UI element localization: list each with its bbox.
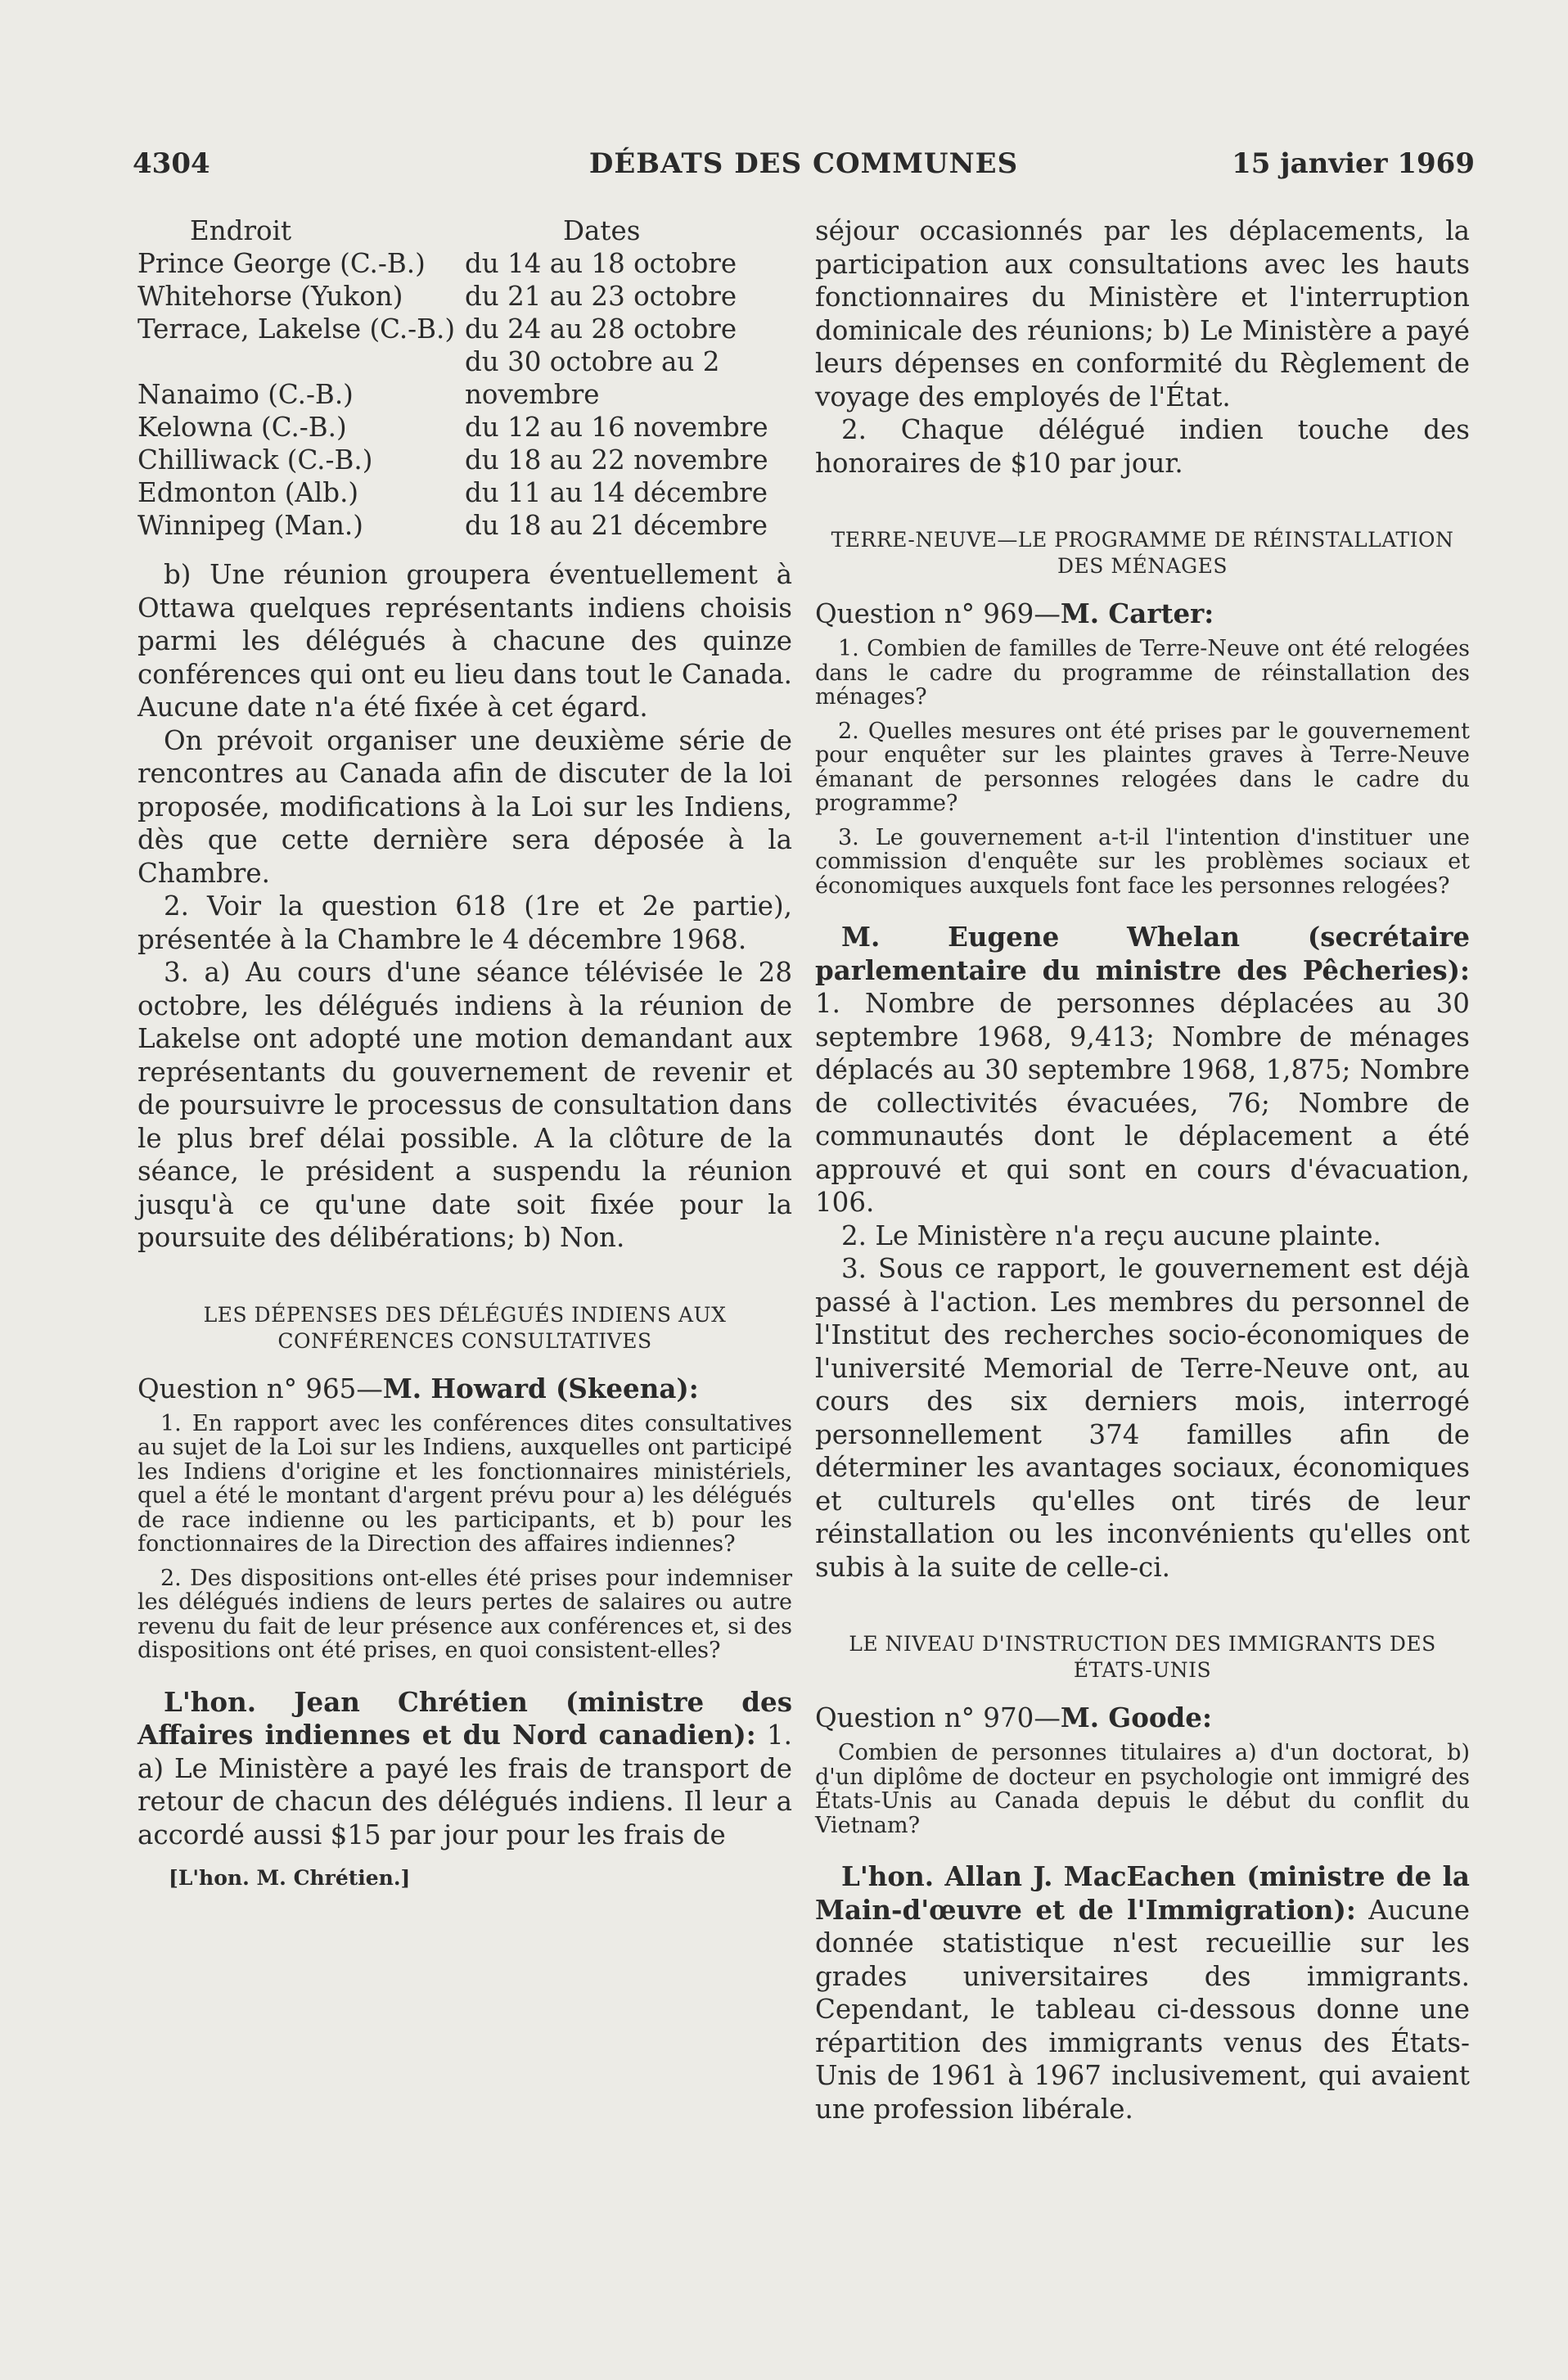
table-header-dates: Dates <box>563 215 641 246</box>
paragraph-answer-2: 2. Voir la question 618 (1re et 2e partie), présentée à la Chambre le 4 décembre 1968. <box>137 890 792 955</box>
table-header-place: Endroit <box>190 215 292 246</box>
paragraph-second-series: On prévoit organiser une deuxième série de rencontres au Canada afin de discuter de la loi proposée, modifications à la Loi sur les Indiens, dès que cette dernière sera déposée à la Chambre. <box>137 724 792 889</box>
table-cell-place: Kelowna (C.-B.) <box>137 412 347 443</box>
table-header-row <box>137 214 792 247</box>
table-cell-dates: du 18 au 21 décembre <box>465 510 768 541</box>
answer-speaker: M. Eugene Whelan (secrétaire parlementaire du ministre des Pêcheries): <box>815 921 1470 986</box>
question-label: Question n° 970— <box>815 1702 1061 1733</box>
table-row <box>137 509 792 542</box>
answer-text: 1. a) Le Ministère a payé les frais de transport de retour de chacun des délégués indiens. Il leur a accordé aussi $15 par jour pour les frais de <box>137 1720 792 1850</box>
answer-speaker: L'hon. Allan J. MacEachen (ministre de la Main-d'œuvre et de l'Immigration): <box>815 1860 1470 1926</box>
question-member: M. Goode: <box>1060 1702 1212 1733</box>
table-cell-place: Terrace, Lakelse (C.-B.) <box>137 313 456 345</box>
answer-text: Aucune donnée statistique n'est recueillie sur les grades universitaires des immigrants. Cependant, le tableau ci-dessous donne une répartition des immigrants venus des États-Unis de 1961 à 1967 inclusivement, qui avaient une profession libérale. <box>815 1894 1471 2125</box>
section-heading-indian-delegates: LES DÉPENSES DES DÉLÉGUÉS INDIENS AUX CONFÉRENCES CONSULTATIVES <box>203 1302 727 1353</box>
paragraph-continuation: séjour occasionnés par les déplacements, la participation aux consultations avec les hauts fonctionnaires du Ministère et l'interruption dominicale des réunions; b) Le Ministère a payé leurs dépenses en conformité du Règlement de voyage des employés de l'État. <box>815 215 1470 412</box>
answer-speaker: L'hon. Jean Chrétien (ministre des Affaires indiennes et du Nord canadien): <box>137 1685 792 1751</box>
question-965-part-2: 2. Des dispositions ont-elles été prises pour indemniser les délégués indiens de leurs pertes de salaires ou autre revenu du fait de leur présence aux conférences et, si des dispositions ont été prises, en quoi consistent-elles? <box>137 1565 792 1663</box>
question-970-text: Combien de personnes titulaires a) d'un doctorat, b) d'un diplôme de docteur en psychologie ont immigré des États-Unis au Canada depuis le début du conflit du Vietnam? <box>815 1740 1470 1838</box>
table-cell-place: Winnipeg (Man.) <box>137 510 363 541</box>
page-date: 15 janvier 1969 <box>1232 147 1475 180</box>
paragraph-honoraria: 2. Chaque délégué indien touche des honoraires de $10 par jour. <box>815 414 1470 479</box>
table-cell-dates: du 14 au 18 octobre <box>465 248 737 279</box>
table-cell-place: Chilliwack (C.-B.) <box>137 444 373 476</box>
question-969-part-1: 1. Combien de familles de Terre-Neuve ont été relogées dans le cadre du programme de réinstallation des ménages? <box>815 636 1470 710</box>
table-row <box>137 411 792 444</box>
table-cell-dates: du 18 au 22 novembre <box>465 444 768 476</box>
answer-965 <box>137 1686 792 1852</box>
question-label: Question n° 969— <box>815 598 1061 629</box>
table-cell-dates: du 12 au 16 novembre <box>465 412 768 443</box>
question-970-line <box>815 1702 1470 1734</box>
table-cell-place: Edmonton (Alb.) <box>137 477 359 508</box>
table-row <box>137 444 792 476</box>
page-title: DÉBATS DES COMMUNES <box>588 147 1019 180</box>
answer-969-part-2: 2. Le Ministère n'a reçu aucune plainte. <box>841 1219 1381 1251</box>
section-heading-immigrants: LE NIVEAU D'INSTRUCTION DES IMMIGRANTS DES ÉTATS-UNIS <box>849 1632 1436 1682</box>
paragraph-meeting-ottawa: b) Une réunion groupera éventuellement à Ottawa quelques représentants indiens choisis parmi les délégués à chacune des quinze conférences qui ont eu lieu dans tout le Canada. Aucune date n'a été fixée à cet égard. <box>137 559 792 723</box>
answer-969-part-3: 3. Sous ce rapport, le gouvernement est déjà passé à l'action. Les membres du personnel de l'Institut des recherches socio-économiques de l'université Memorial de Terre-Neuve ont, au cours des six derniers mois, interrogé personnellement 374 familles afin de déterminer les avantages sociaux, économiques et culturels qu'elles ont tirés de leur réinstallation ou les inconvénients qu'elles ont subis à la suite de celle-ci. <box>815 1253 1470 1583</box>
question-965-part-1: 1. En rapport avec les conférences dites consultatives au sujet de la Loi sur les Indiens, auxquelles ont participé les Indiens d'origine et les fonctionnaires ministériels, quel a été le montant d'argent prévu pour a) les délégués de race indienne ou les participants, et b) pour les fonctionnaires de la Direction des affaires indiennes? <box>137 1410 792 1557</box>
section-heading-newfoundland: TERRE-NEUVE—LE PROGRAMME DE RÉINSTALLATION DES MÉNAGES <box>831 528 1454 578</box>
table-cell-dates: du 30 octobre au 2 novembre <box>465 346 720 410</box>
table-row <box>137 345 792 411</box>
conference-schedule-table <box>137 214 792 542</box>
answer-970 <box>815 1860 1470 2125</box>
question-969-line <box>815 597 1470 630</box>
table-row <box>137 313 792 345</box>
paragraph-answer-3: 3. a) Au cours d'une séance télévisée le 28 octobre, les délégués indiens à la réunion de Lakelse ont adopté une motion demandant aux représentants du gouvernement de revenir et de poursuivre le processus de consultation dans le plus bref délai possible. A la clôture de la séance, le président a suspendu la réunion jusqu'à ce qu'une date soit fixée pour la poursuite des délibérations; b) Non. <box>137 957 792 1253</box>
page-number: 4304 <box>133 147 210 180</box>
table-cell-dates: du 24 au 28 octobre <box>465 313 737 345</box>
right-column <box>815 214 1470 2125</box>
answer-text: 1. Nombre de personnes déplacées au 30 septembre 1968, 9,413; Nombre de ménages déplacés au 30 septembre 1968, 1,875; Nombre de collectivités évacuées, 76; Nombre de communautés dont le déplacement a été approuvé et qui sont en cours d'évacuation, 106. <box>815 988 1470 1218</box>
question-969-part-2: 2. Quelles mesures ont été prises par le gouvernement pour enquêter sur les plaintes graves à Terre-Neuve émanant de personnes relogées dans le cadre du programme? <box>815 718 1470 816</box>
question-member: M. Carter: <box>1060 597 1214 629</box>
left-column <box>137 214 792 1890</box>
question-member: M. Howard (Skeena): <box>382 1372 699 1404</box>
answer-969 <box>815 921 1470 1219</box>
table-row <box>137 280 792 313</box>
table-row <box>137 476 792 509</box>
question-label: Question n° 965— <box>137 1373 383 1404</box>
table-cell-dates: du 11 au 14 décembre <box>465 477 768 508</box>
speaker-footer: [L'hon. M. Chrétien.] <box>169 1866 411 1890</box>
table-cell-place: Whitehorse (Yukon) <box>137 281 403 312</box>
table-cell-place: Nanaimo (C.-B.) <box>137 379 354 410</box>
table-cell-place: Prince George (C.-B.) <box>137 248 426 279</box>
question-965-line <box>137 1373 792 1405</box>
page-header <box>133 147 1475 188</box>
question-969-part-3: 3. Le gouvernement a-t-il l'intention d'instituer une commission d'enquête sur les problèmes sociaux et économiques auxquels font face les personnes relogées? <box>815 824 1470 899</box>
table-row <box>137 247 792 280</box>
table-cell-dates: du 21 au 23 octobre <box>465 281 737 312</box>
